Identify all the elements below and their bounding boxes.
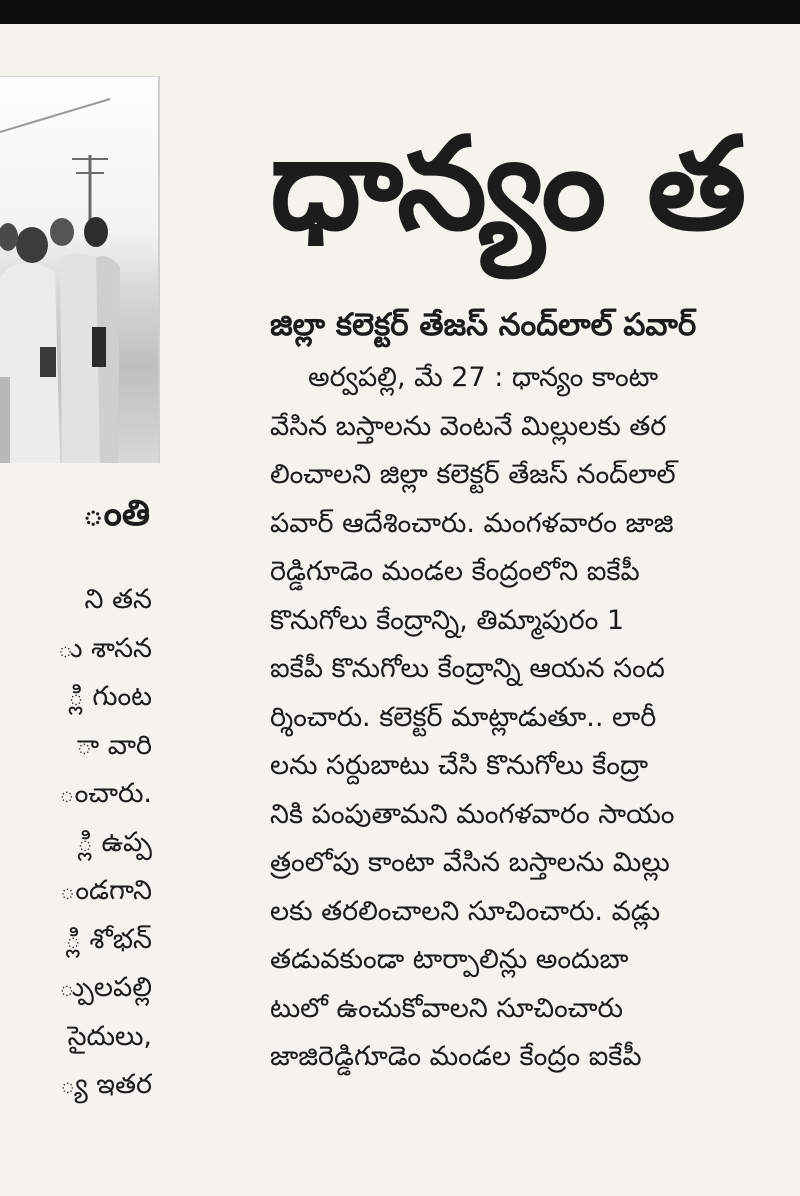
body-line: రెడ్డిగూడెం మండల కేంద్రంలోని ఐకేపీ — [270, 556, 640, 587]
left-line: ని తన — [84, 584, 152, 615]
left-line: ్లి గుంట — [68, 681, 152, 712]
article-subheadline: జిల్లా కలెక్టర్ తేజస్ నంద్‌లాల్ పవార్ — [270, 307, 697, 343]
body-line: కొనుగోలు కేంద్రాన్ని, తిమ్మాపురం 1 — [270, 604, 625, 636]
left-line: ్పులపల్లి — [59, 972, 152, 1003]
body-line: లకు తరలించాలని సూచించారు. వడ్లు — [270, 895, 661, 927]
body-line: నికి పంపుతామని మంగళవారం సాయం — [270, 798, 675, 830]
left-article-heading: ంతి — [82, 493, 150, 534]
left-line: సైదులు, — [67, 1020, 152, 1052]
left-line: ్లి ఉప్ప — [77, 826, 152, 858]
left-article-body — [0, 576, 152, 1110]
article-headline: ధాన్యం త — [270, 110, 745, 259]
body-line: త్రంలోపు కాంటా వేసిన బస్తాలను మిల్లు — [270, 847, 670, 878]
left-line: ా వారి — [76, 729, 152, 761]
body-line: లను సర్దుబాటు చేసి కొనుగోలు కేంద్రా — [270, 750, 649, 781]
body-line: ర్శించారు. కలెక్టర్ మాట్లాడుతూ.. లారీ — [270, 701, 657, 733]
left-line: ంచారు. — [58, 778, 152, 809]
left-line: ు శాసన — [57, 632, 152, 664]
news-photo — [0, 76, 160, 463]
body-line: తడువకుండా టార్పాలిన్లు అందుబా — [270, 944, 629, 975]
press-photo-people-icon — [0, 77, 158, 463]
left-line: ్య ఇతర — [59, 1069, 152, 1100]
top-black-bar — [0, 0, 800, 24]
body-line: వేసిన బస్తాలను వెంటనే మిల్లులకు తర — [270, 410, 667, 442]
body-line: ఐకేపీ కొనుగోలు కేంద్రాన్ని ఆయన సంద — [270, 653, 665, 684]
body-line: లించాలని జిల్లా కలెక్టర్ తేజస్ నంద్‌లాల్ — [270, 459, 676, 490]
left-line: ండగాని — [59, 875, 152, 906]
article-body — [270, 354, 800, 1082]
body-line: పవార్ ఆదేశించారు. మంగళవారం జాజి — [270, 507, 674, 539]
left-line: ్లి శోభన్ — [65, 923, 152, 955]
body-line: టులో ఉంచుకోవాలని సూచించారు — [270, 992, 623, 1024]
body-line: అర్వపల్లి, మే 27 : ధాన్యం కాంటా — [308, 362, 659, 393]
body-line: జాజిరెడ్డిగూడెం మండల కేంద్రం ఐకేపీ — [270, 1041, 642, 1072]
